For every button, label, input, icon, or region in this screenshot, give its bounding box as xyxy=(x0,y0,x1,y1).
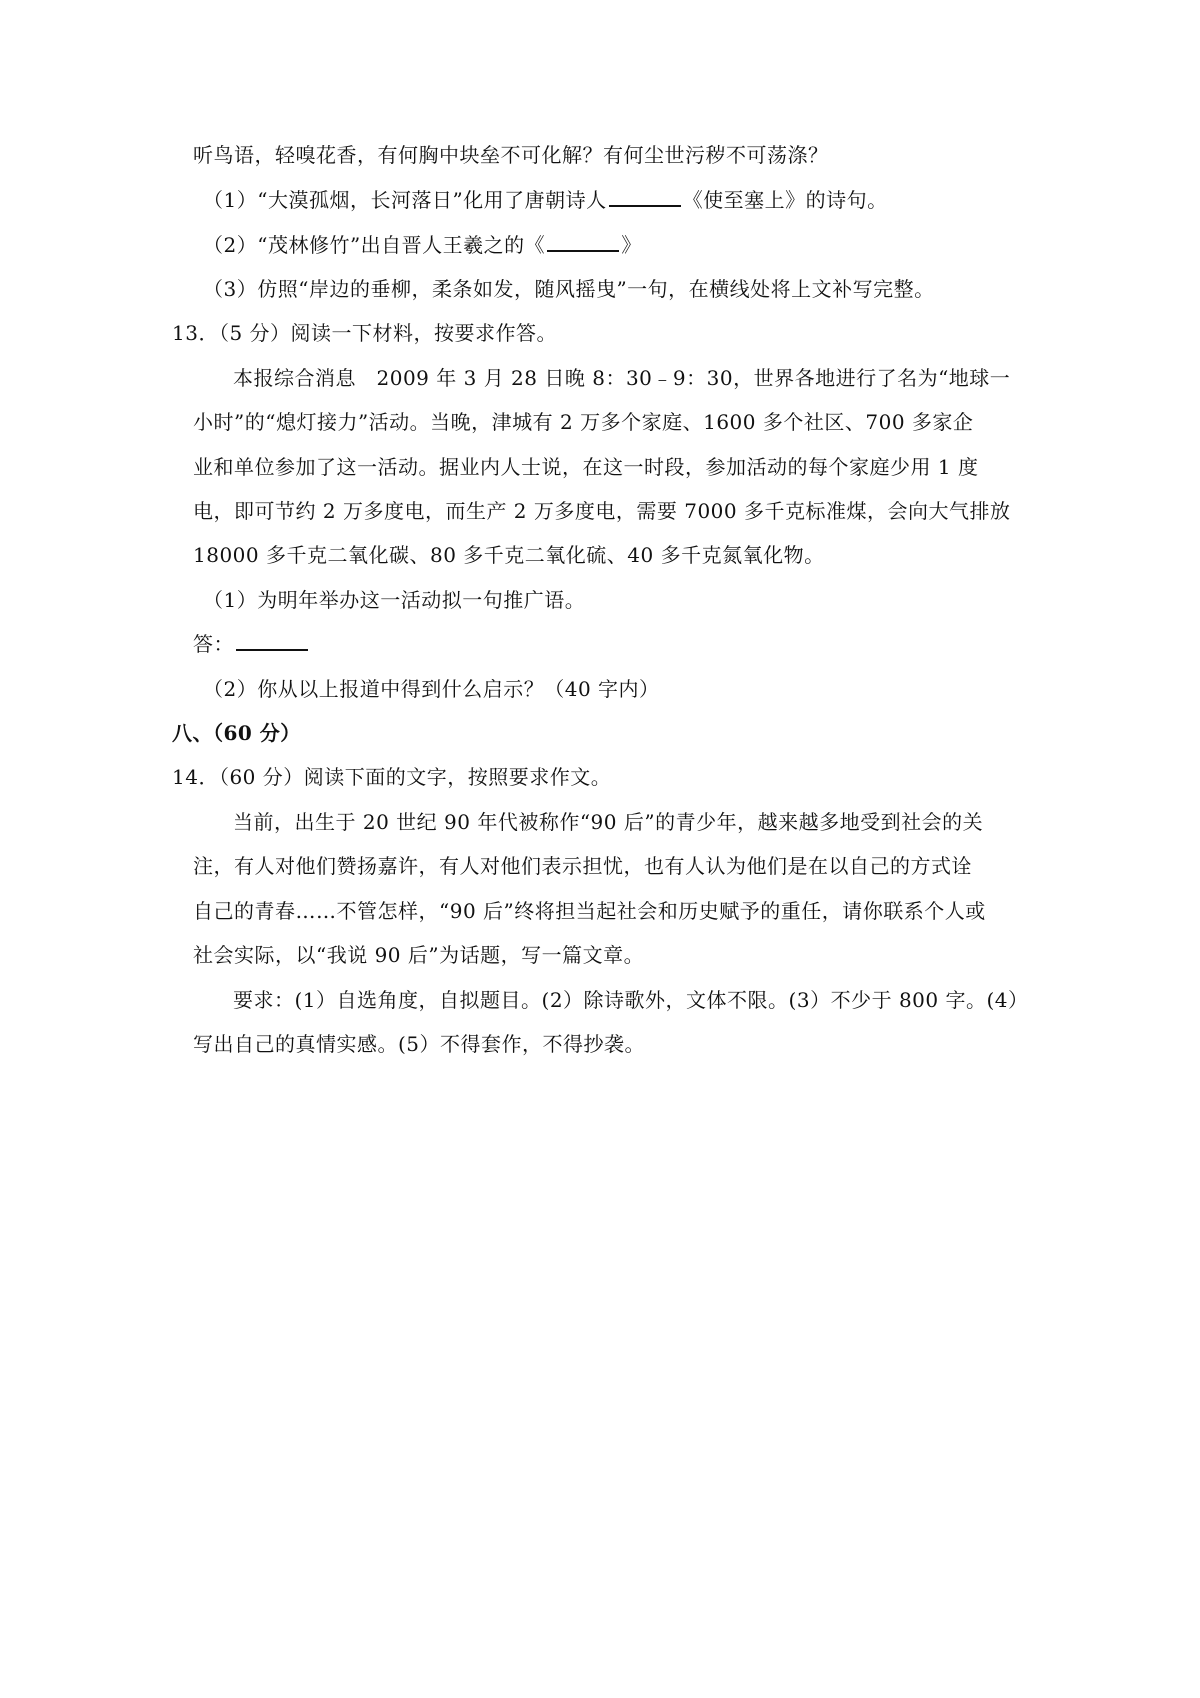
answer-blank[interactable] xyxy=(547,232,619,252)
answer-line xyxy=(193,630,310,658)
question-12-3: （3）仿照“岸边的垂柳，柔条如发，随风摇曳”一句，在横线处将上文补写完整。 xyxy=(203,277,935,301)
material-paragraph-line: 小时”的“熄灯接力”活动。当晚，津城有 2 万多个家庭、1600 多个社区、700 多家企 xyxy=(193,410,974,434)
answer-label: 答： xyxy=(193,632,234,656)
requirements-line: 写出自己的真情实感。(5）不得套作，不得抄袭。 xyxy=(193,1032,646,1056)
answer-blank[interactable] xyxy=(236,631,308,651)
material-paragraph-line: 业和单位参加了这一活动。据业内人士说，在这一时段，参加活动的每个家庭少用 1 度 xyxy=(193,455,979,479)
prompt-paragraph-line: 当前，出生于 20 世纪 90 年代被称作“90 后”的青少年，越来越多地受到社会的关 xyxy=(233,810,984,834)
material-paragraph-line: 本报综合消息 2009 年 3 月 28 日晚 8：30﹣9：30，世界各地进行了名为“地球一 xyxy=(233,366,1011,390)
question-text: 《使至塞上》的诗句。 xyxy=(682,188,888,212)
question-13-heading: 13．（5 分）阅读一下材料，按要求作答。 xyxy=(172,321,558,345)
question-text: （1）“大漠孤烟，长河落日”化用了唐朝诗人 xyxy=(203,188,607,212)
prompt-paragraph-line: 社会实际，以“我说 90 后”为话题，写一篇文章。 xyxy=(193,943,645,967)
passage-line: 听鸟语，轻嗅花香，有何胸中块垒不可化解？有何尘世污秽不可荡涤？ xyxy=(193,143,829,167)
answer-blank[interactable] xyxy=(609,187,681,207)
question-text: 》 xyxy=(621,233,642,257)
section-heading: 八、（60 分） xyxy=(172,721,301,745)
requirements-line: 要求：(1）自选角度，自拟题目。(2）除诗歌外，文体不限。(3）不少于 800 字。(4） xyxy=(233,988,1029,1012)
question-12-1 xyxy=(203,186,888,214)
prompt-paragraph-line: 注，有人对他们赞扬嘉许，有人对他们表示担忧，也有人认为他们是在以自己的方式诠 xyxy=(193,854,972,878)
question-14-heading: 14．（60 分）阅读下面的文字，按照要求作文。 xyxy=(172,765,612,789)
question-13-1: （1）为明年举办这一活动拟一句推广语。 xyxy=(203,588,586,612)
question-text: （2）“茂林修竹”出自晋人王羲之的《 xyxy=(203,233,546,257)
question-12-2 xyxy=(203,231,642,259)
material-paragraph-line: 18000 多千克二氧化碳、80 多千克二氧化硫、40 多千克氮氧化物。 xyxy=(193,543,825,567)
question-13-2: （2）你从以上报道中得到什么启示？（40 字内） xyxy=(203,677,660,701)
material-paragraph-line: 电，即可节约 2 万多度电，而生产 2 万多度电，需要 7000 多千克标准煤，会向大气排放 xyxy=(193,499,1011,523)
prompt-paragraph-line: 自己的青春……不管怎样，“90 后”终将担当起社会和历史赋予的重任，请你联系个人或 xyxy=(193,899,986,923)
